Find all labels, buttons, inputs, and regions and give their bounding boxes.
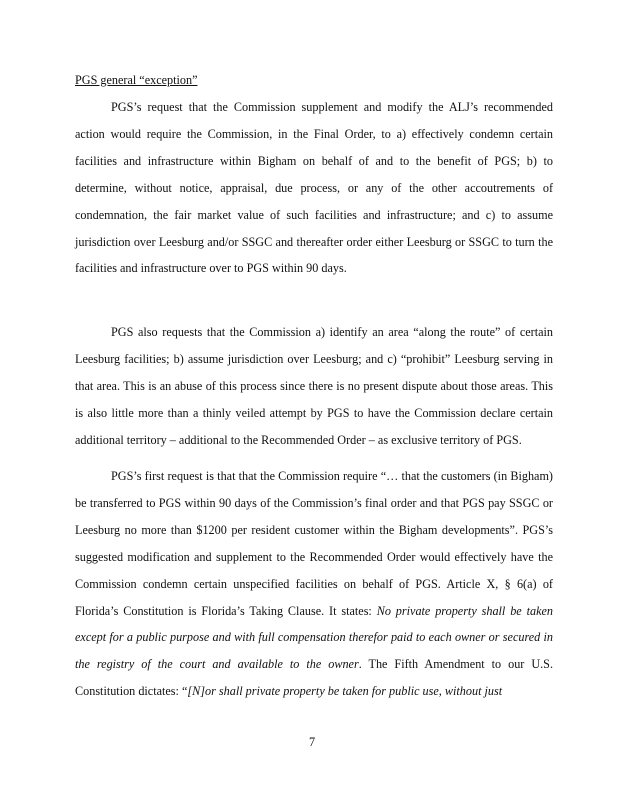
paragraph-2-text: PGS also requests that the Commission a) identify an area “along the route” of certain Leesburg facilities; b) assume jurisdiction over Leesburg; and c) “prohibit” Leesburg serving in that area. This is an abuse of this process since there is no present dispute about those areas. This is also little more than a thinly veiled attempt by PGS to have the Commission declare certain additional territory – additional to the Recommended Order – as exclusive territory of PGS. — [75, 325, 553, 447]
paragraph-1 — [75, 94, 553, 282]
page-number: 7 — [308, 735, 316, 749]
paragraph-3-text-a: PGS’s first request is that that the Commission require “… that the customers (in Bigham) be transferred to PGS within 90 days of the Commission’s final order and that PGS pay SSGC or Leesburg no more than $1200 per resident customer within the Bigham developments”. PGS’s suggested modification and supplement to the Recommended Order would effectively have the Commission condemn certain unspecified facilities on behalf of PGS. Article X, § 6(a) of Florida’s Constitution is Florida’s Taking Clause. It states: — [75, 469, 553, 618]
paragraph-1-text: PGS’s request that the Commission supplement and modify the ALJ’s recommended action would require the Commission, in the Final Order, to a) effectively condemn certain facilities and infrastructure within Bigham on behalf of and to the benefit of PGS; b) to determine, without notice, appraisal, due process, or any of the other accoutrements of condemnation, the fair market value of such facilities and infrastructure; and c) to assume jurisdiction over Leesburg and/or SSGC and thereafter order either Leesburg or SSGC to turn the facilities and infrastructure over to PGS within 90 days. — [75, 100, 553, 276]
paragraph-3-text-b: . The Fifth Amendment to our U.S. Constitution dictates: “ — [75, 657, 554, 699]
constitution-quote-fifth-amendment: [N]or shall private property be taken for public use, without just — [187, 684, 503, 699]
constitution-quote-florida: No private property shall be taken except for a public purpose and with full compensation therefor paid to each owner or secured in the registry of the court and available to the owner — [75, 603, 553, 672]
section-heading: PGS general “exception” — [75, 73, 198, 87]
paragraph-2 — [75, 319, 553, 454]
paragraph-3 — [75, 463, 553, 705]
